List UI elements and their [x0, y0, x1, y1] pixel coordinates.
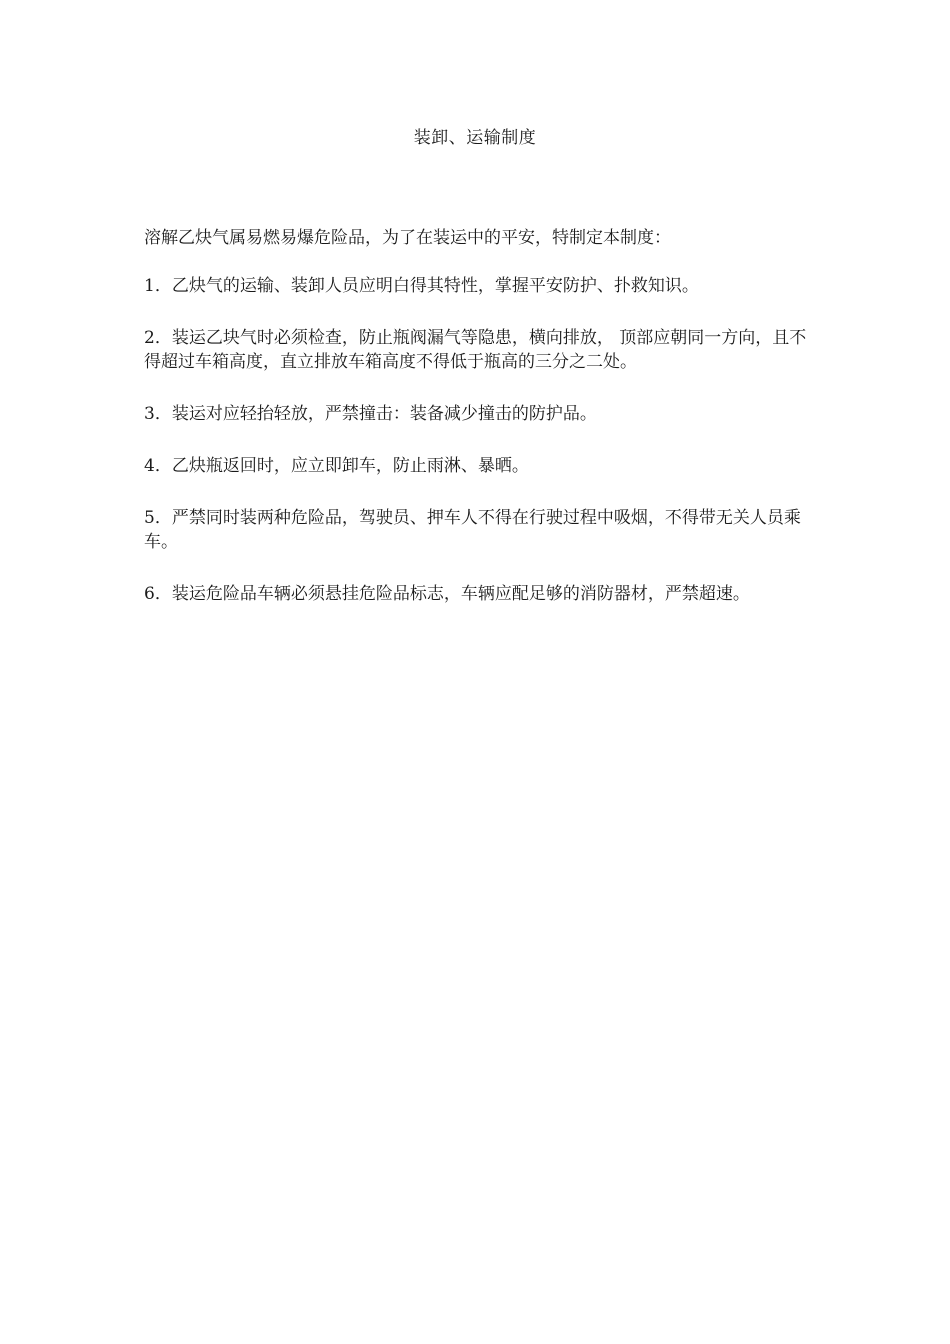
intro-paragraph: 溶解乙炔气属易燃易爆危险品，为了在装运中的平安，特制定本制度：	[144, 228, 671, 248]
rule-text: 装运乙块气时必须检查，防止瓶阀漏气等隐患，横向排放， 顶部应朝同一方向，且不得超过车箱高度，直立排放车箱高度不得低于瓶高的三分之二处。	[144, 328, 807, 372]
rule-number: 3．	[144, 404, 172, 424]
rule-item-4	[144, 454, 809, 478]
rule-text: 乙炔气的运输、装卸人员应明白得其特性，掌握平安防护、扑救知识。	[171, 276, 699, 296]
rule-text: 严禁同时装两种危险品，驾驶员、押车人不得在行驶过程中吸烟，不得带无关人员乘车。	[144, 508, 801, 552]
document-body	[144, 226, 809, 634]
rule-number: 4．	[144, 456, 172, 476]
rule-item-1	[144, 274, 809, 298]
rule-text: 装运对应轻抬轻放，严禁撞击：装备减少撞击的防护品。	[171, 404, 597, 424]
rule-number: 2．	[144, 328, 172, 348]
rule-number: 6．	[144, 584, 172, 604]
rule-item-2	[144, 326, 809, 374]
document-title: 装卸、运输制度	[413, 128, 537, 148]
rule-text: 乙炔瓶返回时，应立即卸车，防止雨淋、暴晒。	[171, 456, 529, 476]
rule-item-5	[144, 506, 809, 554]
rule-item-6	[144, 582, 809, 606]
rule-text: 装运危险品车辆必须悬挂危险品标志，车辆应配足够的消防器材，严禁超速。	[171, 584, 750, 604]
rule-number: 1．	[144, 276, 172, 296]
rule-number: 5．	[144, 508, 172, 528]
rule-item-3	[144, 402, 809, 426]
